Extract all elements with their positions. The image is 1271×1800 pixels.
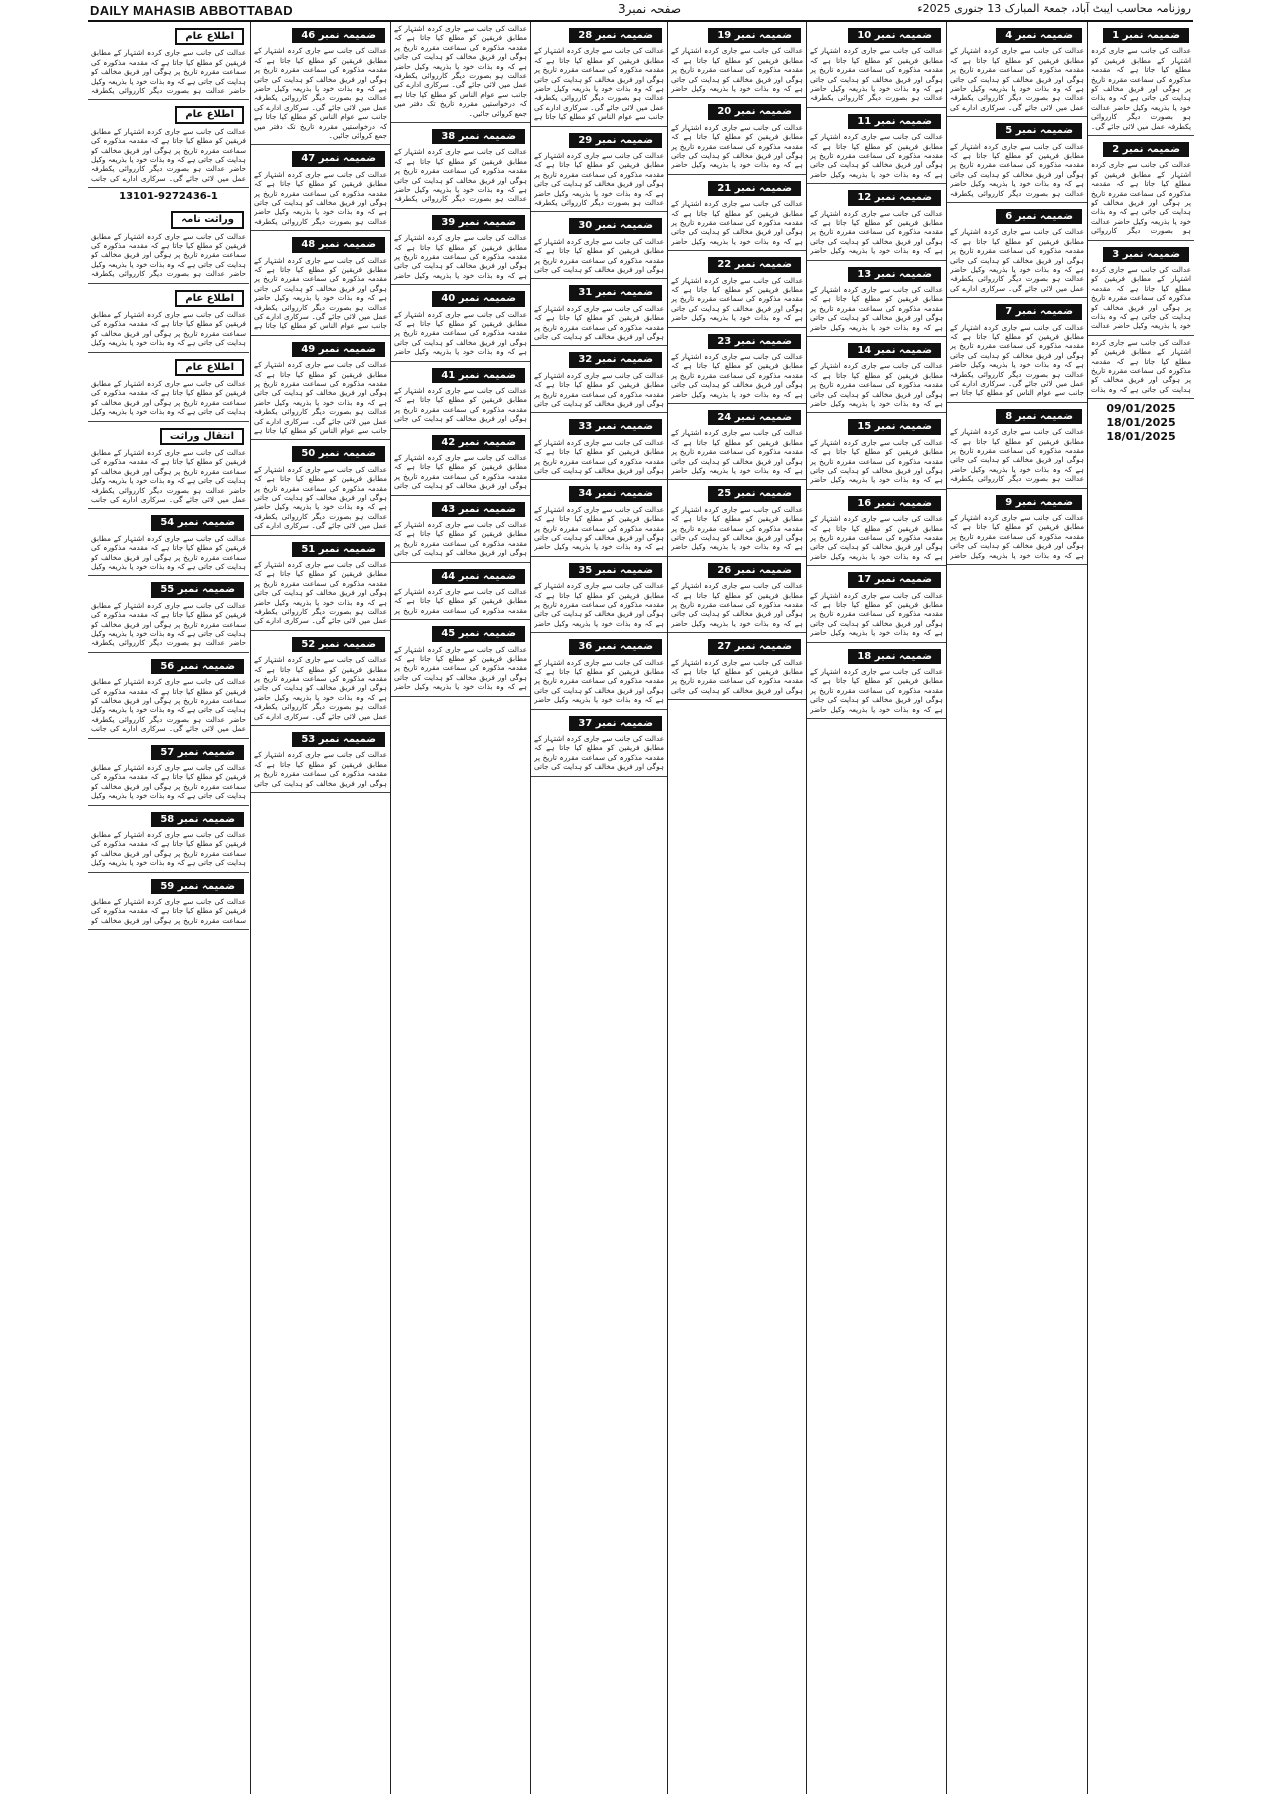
notice-header: ضمیمہ نمبر 56 <box>151 659 244 674</box>
legal-notice <box>391 362 530 429</box>
notice-header: اطلاع عام <box>175 28 244 45</box>
notice-body: عدالت کی جانب سے جاری کردہ اشتہار کے مطابق فریقین کو مطلع کیا جاتا ہے کہ مقدمہ مذکورہ کی سماعت مقررہ تاریخ پر ہوگی اور فریق مخالف کو ہدایت کی جاتی ہے کہ وہ بذات خود یا بذریعہ وکیل <box>91 379 246 417</box>
legal-notice <box>807 643 946 719</box>
notice-body: عدالت کی جانب سے جاری کردہ اشتہار کے مطابق فریقین کو مطلع کیا جاتا ہے کہ مقدمہ مذکورہ کی سماعت مقررہ تاریخ پر ہوگی اور فریق مخالف کو ہدایت کی جاتی <box>534 734 664 772</box>
notice-body: عدالت کی جانب سے جاری کردہ اشتہار کے مطابق فریقین کو مطلع کیا جاتا ہے کہ مقدمہ مذکورہ کی سماعت مقررہ تاریخ پر ہوگی اور فریق مخالف کو ہدایت کی جاتی ہے کہ وہ بذات خود یا بذریعہ وکیل حاضر عدالت ہو بصورت دیگر کارروائی یکطرفہ عمل میں لائی جائے گی۔ سرکاری ادارے کی <box>254 655 387 721</box>
legal-notice <box>531 557 667 633</box>
notice-body: عدالت کی جانب سے جاری کردہ اشتہار کے مطابق فریقین کو مطلع کیا جاتا ہے کہ مقدمہ مذکورہ کی سماعت مقررہ تاریخ پر ہوگی اور فریق مخالف کو ہدایت کی جاتی <box>534 236 664 275</box>
notice-header: وراثت نامہ <box>171 211 244 228</box>
legal-notice <box>668 98 806 174</box>
notice-header: ضمیمہ نمبر 42 <box>432 435 525 450</box>
column-5 <box>530 22 667 1794</box>
legal-notice <box>947 298 1087 403</box>
legal-notice <box>807 337 946 413</box>
notice-header: ضمیمہ نمبر 9 <box>996 495 1082 510</box>
notice-body: عدالت کی جانب سے جاری کردہ اشتہار کے مطابق فریقین کو مطلع کیا جاتا ہے کہ مقدمہ مذکورہ کی سماعت مقررہ تاریخ پر ہوگی اور فریق مخالف کو ہدایت کی جاتی <box>254 750 387 788</box>
date-text: 09/01/2025 <box>1106 402 1176 416</box>
legal-notice <box>88 205 249 283</box>
notice-body: عدالت کی جانب سے جاری کردہ اشتہار کے مطابق فریقین کو مطلع کیا جاتا ہے کہ مقدمہ مذکورہ کی سماعت مقررہ تاریخ پر ہوگی اور فریق مخالف کو ہدایت کی جاتی ہے کہ وہ بذات خود یا بذریعہ وکیل حاضر <box>671 199 803 246</box>
legal-notice <box>807 184 946 260</box>
notice-body: عدالت کی جانب سے جاری کردہ اشتہار کے مطابق فریقین کو مطلع کیا جاتا ہے کہ مقدمہ مذکورہ کی سماعت مقررہ تاریخ پر ہوگی اور فریق مخالف کو ہدایت کی جاتی ہے کہ وہ بذات خود یا بذریعہ وکیل حاضر عدالت ہو بصورت دیگر کارروائی یکطرفہ <box>810 46 943 103</box>
notice-body: عدالت کی جانب سے جاری کردہ اشتہار کے مطابق فریقین کو مطلع کیا جاتا ہے کہ مقدمہ مذکورہ کی سماعت مقررہ تاریخ پر ہوگی اور فریق مخالف کو ہدایت کی جاتی ہے کہ وہ بذات خود یا بذریعہ وکیل حاضر عدالت ہو بصورت دیگر کارروائی یکطرفہ عمل میں لائی جائے گی۔ سرکاری ادارے کی جانب <box>91 677 246 734</box>
legal-notice <box>88 576 249 652</box>
notice-header: ضمیمہ نمبر 31 <box>569 285 662 300</box>
notice-body: عدالت کی جانب سے جاری کردہ اشتہار کے مطابق فریقین کو مطلع کیا جاتا ہے کہ مقدمہ مذکورہ کی سماعت مقررہ تاریخ پر ہوگی اور فریق مخالف کو ہدایت کی جاتی ہے کہ وہ بذات خود یا بذریعہ وکیل حاضر عدالت ہو بصورت دیگر کارروائی یکطرفہ <box>950 141 1084 198</box>
notice-header: ضمیمہ نمبر 35 <box>569 563 662 578</box>
notice-header: ضمیمہ نمبر 54 <box>151 515 244 530</box>
page-number: صفحہ نمبر3 <box>618 2 682 16</box>
legal-notice <box>531 127 667 213</box>
notice-body: عدالت کی جانب سے جاری کردہ اشتہار کے مطابق فریقین کو مطلع کیا جاتا ہے کہ مقدمہ مذکورہ کی سماعت مقررہ تاریخ پر ہوگی اور فریق مخالف کو ہدایت کی جاتی ہے کہ وہ بذات خود یا بذریعہ وکیل حاضر عدالت ہو بصورت دیگر کارروائی یکطرفہ عمل میں لائی جائے گی۔ <box>1091 46 1191 131</box>
notice-header: ضمیمہ نمبر 57 <box>151 745 244 760</box>
legal-notice <box>88 873 249 931</box>
legal-notice <box>88 353 249 422</box>
notice-body: عدالت کی جانب سے جاری کردہ اشتہار کے مطابق فریقین کو مطلع کیا جاتا ہے کہ مقدمہ مذکورہ کی سماعت مقررہ تاریخ پر ہوگی اور فریق مخالف کو ہدایت کی جاتی ہے کہ وہ بذات خود یا بذریعہ وکیل حاضر <box>671 275 803 323</box>
notice-body: عدالت کی جانب سے جاری کردہ اشتہار کے مطابق فریقین کو مطلع کیا جاتا ہے کہ مقدمہ مذکورہ کی سماعت مقررہ تاریخ پر ہوگی اور فریق مخالف کو ہدایت کی جاتی ہے کہ وہ بذات خود یا بذریعہ وکیل حاضر <box>394 644 527 692</box>
notice-header: ضمیمہ نمبر 41 <box>432 368 525 383</box>
legal-notice <box>88 653 249 739</box>
notice-body: عدالت کی جانب سے جاری کردہ اشتہار کے مطابق فریقین کو مطلع کیا جاتا ہے کہ مقدمہ مذکورہ کی سماعت مقررہ تاریخ پر ہوگی اور فریق مخالف کو ہدایت کی جاتی ہے کہ وہ بذات خود یا بذریعہ وکیل حاضر <box>810 361 943 409</box>
legal-notice <box>391 22 530 123</box>
notice-header: ضمیمہ نمبر 51 <box>292 542 385 557</box>
masthead <box>88 2 1193 22</box>
notice-header: ضمیمہ نمبر 3 <box>1103 247 1189 262</box>
notice-body: عدالت کی جانب سے جاری کردہ اشتہار کے مطابق فریقین کو مطلع کیا جاتا ہے کہ مقدمہ مذکورہ کی سماعت مقررہ تاریخ پر ہوگی اور فریق مخالف کو ہدایت کی جاتی ہے کہ وہ بذات خود یا بذریعہ وکیل حاضر عدالت ہو بصورت دیگر کارروائی یکطرفہ <box>950 427 1084 484</box>
notice-header: ضمیمہ نمبر 34 <box>569 486 662 501</box>
legal-notice <box>391 285 530 361</box>
notice-body: عدالت کی جانب سے جاری کردہ اشتہار کے مطابق فریقین کو مطلع کیا جاتا ہے کہ مقدمہ مذکورہ کی سماعت مقررہ تاریخ پر ہوگی اور فریق مخالف کو ہدایت کی جاتی ہے کہ وہ بذات خود یا بذریعہ وکیل حاضر <box>394 233 527 280</box>
legal-notice <box>391 496 530 563</box>
legal-notice <box>668 404 806 480</box>
notice-body: عدالت کی جانب سے جاری کردہ اشتہار کے مطابق فریقین کو مطلع کیا جاتا ہے کہ مقدمہ مذکورہ کی سماعت مقررہ تاریخ پر ہوگی اور فریق مخالف کو ہدایت کی جاتی ہے کہ وہ بذات خود یا بذریعہ وکیل حاضر <box>810 590 943 638</box>
notice-header: ضمیمہ نمبر 19 <box>708 28 801 43</box>
notice-header: ضمیمہ نمبر 52 <box>292 637 385 652</box>
notice-header: ضمیمہ نمبر 48 <box>292 237 385 252</box>
legal-notice <box>391 209 530 285</box>
column-3 <box>806 22 946 1794</box>
legal-notice <box>947 403 1087 489</box>
notice-body: عدالت کی جانب سے جاری کردہ اشتہار کے مطابق فریقین کو مطلع کیا جاتا ہے کہ مقدمہ مذکورہ کی سماعت مقررہ تاریخ پر ہوگی اور فریق مخالف کو ہدایت کی جاتی ہے کہ وہ بذات خود یا بذریعہ وکیل حاضر عدالت ہو بصورت دیگر کارروائی یکطرفہ <box>91 600 246 648</box>
legal-notice <box>251 440 390 535</box>
notice-body: عدالت کی جانب سے جاری کردہ اشتہار کے مطابق فریقین کو مطلع کیا جاتا ہے کہ مقدمہ مذکورہ کی سماعت مقررہ تاریخ پر ہوگی اور فریق مخالف کو ہدایت کی جاتی ہے کہ وہ بذات خود یا بذریعہ وکیل حاضر <box>534 657 664 705</box>
notice-body: عدالت کی جانب سے جاری کردہ اشتہار کے مطابق فریقین کو مطلع کیا جاتا ہے کہ مقدمہ مذکورہ کی سماعت مقررہ تاریخ پر ہوگی اور فریق مخالف کو ہدایت کی جاتی ہے کہ وہ بذات خود یا بذریعہ وکیل حاضر عدالت ہو بصورت دیگر کارروائی یکطرفہ عمل میں لائی جائے گی۔ سرکاری ادارے کی جانب سے عوام الناس کو مطلع کیا جاتا ہے <box>534 46 664 122</box>
notice-header: ضمیمہ نمبر 10 <box>848 28 941 43</box>
notice-header: ضمیمہ نمبر 8 <box>996 409 1082 424</box>
notice-body: عدالت کی جانب سے جاری کردہ اشتہار کے مطابق فریقین کو مطلع کیا جاتا ہے کہ مقدمہ مذکورہ کی سماعت مقررہ تاریخ پر ہوگی اور فریق مخالف کو ہدایت کی جاتی ہے کہ وہ بذات خود یا بذریعہ وکیل حاضر عدالت ہو بصورت دیگر کارروائی یکطرفہ عمل میں لائی جائے گی۔ سرکاری ادارے کی جانب <box>91 448 246 505</box>
legal-notice <box>807 566 946 642</box>
notice-header: ضمیمہ نمبر 55 <box>151 582 244 597</box>
notice-header: اطلاع عام <box>175 106 244 123</box>
masthead-title: DAILY MAHASIB ABBOTTABAD <box>90 3 293 18</box>
legal-notice <box>807 22 946 108</box>
legal-notice <box>88 806 249 873</box>
notice-body: عدالت کی جانب سے جاری کردہ اشتہار کے مطابق فریقین کو مطلع کیا جاتا ہے کہ مقدمہ مذکورہ کی سماعت مقررہ تاریخ پر ہوگی اور فریق مخالف کو ہدایت کی جاتی ہے کہ وہ بذات خود یا بذریعہ وکیل حاضر عدالت ہو بصورت دیگر کارروائی یکطرفہ عمل میں لائی جائے گی۔ سرکاری ادارے کی جانب سے عوام الناس کو مطلع کیا جاتا ہے <box>950 322 1084 398</box>
legal-notice <box>531 633 667 709</box>
notice-body: عدالت کی جانب سے جاری کردہ اشتہار کے مطابق فریقین کو مطلع کیا جاتا ہے کہ مقدمہ مذکورہ کی سماعت مقررہ تاریخ پر ہوگی اور فریق مخالف کو ہدایت کی جاتی <box>671 657 803 695</box>
notice-header: ضمیمہ نمبر 2 <box>1103 142 1189 157</box>
notice-body: عدالت کی جانب سے جاری کردہ اشتہار کے مطابق فریقین کو مطلع کیا جاتا ہے کہ مقدمہ مذکورہ کی سماعت مقررہ تاریخ پر ہوگی اور فریق مخالف کو ہدایت کی جاتی <box>394 386 527 424</box>
notice-body: عدالت کی جانب سے جاری کردہ اشتہار کے مطابق فریقین کو مطلع کیا جاتا ہے کہ مقدمہ مذکورہ کی سماعت مقررہ تاریخ پر ہوگی اور فریق مخالف کو ہدایت کی جاتی ہے کہ وہ بذات خود یا بذریعہ وکیل حاضر <box>671 504 803 552</box>
notice-body: عدالت کی جانب سے جاری کردہ اشتہار کے مطابق فریقین کو مطلع کیا جاتا ہے کہ مقدمہ مذکورہ کی سماعت مقررہ تاریخ پر ہوگی اور فریق مخالف کو ہدایت کی جاتی ہے کہ وہ بذات خود یا بذریعہ وکیل حاضر <box>810 285 943 332</box>
notice-header: ضمیمہ نمبر 44 <box>432 569 525 584</box>
notice-header: ضمیمہ نمبر 1 <box>1103 28 1189 43</box>
legal-notice <box>947 489 1087 565</box>
notice-header: ضمیمہ نمبر 50 <box>292 446 385 461</box>
notice-header: ضمیمہ نمبر 12 <box>848 190 941 205</box>
notice-body: عدالت کی جانب سے جاری کردہ اشتہار کے مطابق فریقین کو مطلع کیا جاتا ہے کہ مقدمہ مذکورہ کی سماعت مقررہ تاریخ پر ہوگی اور فریق مخالف کو ہدایت کی جاتی ہے کہ وہ بذات خود یا بذریعہ وکیل حاضر عدالت ہو بصورت دیگر کارروائی یکطرفہ عمل میں لائی جائے گی۔ سرکاری ادارے کی جانب سے عوام الناس کو مطلع کیا جاتا ہے کہ درخواستیں مقررہ تاریخ تک دفتر میں جمع کروائی جائیں۔ <box>394 24 527 118</box>
legal-notice <box>251 536 390 631</box>
notice-header: ضمیمہ نمبر 22 <box>708 257 801 272</box>
notice-body: عدالت کی جانب سے جاری کردہ اشتہار کے مطابق فریقین کو مطلع کیا جاتا ہے کہ مقدمہ مذکورہ کی سماعت مقررہ تاریخ پر ہوگی اور فریق مخالف کو ہدایت کی جاتی <box>394 453 527 491</box>
notice-body: عدالت کی جانب سے جاری کردہ اشتہار کے مطابق فریقین کو مطلع کیا جاتا ہے کہ مقدمہ مذکورہ کی سماعت مقررہ تاریخ پر ہوگی اور فریق مخالف کو ہدایت کی جاتی ہے کہ وہ بذات خود یا بذریعہ وکیل حاضر عدالت ہو بصورت دیگر کارروائی یکطرفہ عمل میں لائی جائے گی۔ سرکاری ادارے کی <box>254 560 387 626</box>
legal-notice <box>807 490 946 566</box>
legal-notice <box>391 429 530 496</box>
notice-header: ضمیمہ نمبر 17 <box>848 572 941 587</box>
legal-notice <box>531 480 667 556</box>
legal-notice <box>391 620 530 696</box>
notice-body: عدالت کی جانب سے جاری کردہ اشتہار کے مطابق فریقین کو مطلع کیا جاتا ہے کہ مقدمہ مذکورہ کی سماعت مقررہ تاریخ پر ہوگی اور فریق مخالف کو ہدایت کی جاتی <box>534 303 664 342</box>
notice-body: عدالت کی جانب سے جاری کردہ اشتہار کے مطابق فریقین کو مطلع کیا جاتا ہے کہ مقدمہ مذکورہ کی سماعت مقررہ تاریخ پر ہوگی اور فریق مخالف کو ہدایت کی جاتی ہے کہ وہ بذات خود یا بذریعہ وکیل حاضر <box>671 122 803 170</box>
notice-body: عدالت کی جانب سے جاری کردہ اشتہار کے مطابق فریقین کو مطلع کیا جاتا ہے کہ مقدمہ مذکورہ کی سماعت مقررہ تاریخ پر ہوگی اور فریق مخالف کو ہدایت کی جاتی ہے کہ وہ بذات خود یا بذریعہ وکیل حاضر عدالت ہو بصورت دیگر کارروائی یکطرفہ عمل میں لائی جائے گی۔ سرکاری ادارے کی جانب سے عوام الناس کو مطلع کیا جاتا ہے <box>254 360 387 436</box>
notice-header: ضمیمہ نمبر 7 <box>996 304 1082 319</box>
notice-header: ضمیمہ نمبر 47 <box>292 151 385 166</box>
notice-header: ضمیمہ نمبر 18 <box>848 649 941 664</box>
notice-header: ضمیمہ نمبر 21 <box>708 181 801 196</box>
notice-body: عدالت کی جانب سے جاری کردہ اشتہار کے مطابق فریقین کو مطلع کیا جاتا ہے کہ مقدمہ مذکورہ کی سماعت مقررہ تاریخ پر ہوگی اور فریق مخالف کو ہدایت کی جاتی ہے کہ وہ بذات خود یا بذریعہ وکیل حاضر عدالت ہو بصورت دیگر کارروائی <box>1091 160 1191 236</box>
legal-notice <box>88 509 249 576</box>
column-8 <box>88 22 249 1794</box>
legal-notice <box>668 251 806 327</box>
notice-body: عدالت کی جانب سے جاری کردہ اشتہار کے مطابق فریقین کو مطلع کیا جاتا ہے کہ مقدمہ مذکورہ کی سماعت مقررہ تاریخ پر ہوگی اور فریق مخالف کو ہدایت کی جاتی ہے کہ وہ بذات خود یا بذریعہ وکیل <box>91 533 246 572</box>
notice-header: انتقال وراثت <box>160 428 244 445</box>
legal-notice <box>668 633 806 700</box>
notice-body: عدالت کی جانب سے جاری کردہ اشتہار کے مطابق فریقین کو مطلع کیا جاتا ہے کہ مقدمہ مذکورہ کی سماعت مقررہ تاریخ پر ہوگی اور فریق مخالف کو ہدایت کی جاتی <box>394 520 527 558</box>
notice-body: عدالت کی جانب سے جاری کردہ اشتہار کے مطابق فریقین کو مطلع کیا جاتا ہے کہ مقدمہ مذکورہ کی سماعت مقررہ تاریخ پر ہوگی اور فریق مخالف کو ہدایت کی جاتی ہے کہ وہ بذات خود یا بذریعہ وکیل حاضر <box>394 309 527 357</box>
notice-body: عدالت کی جانب سے جاری کردہ اشتہار کے مطابق فریقین کو مطلع کیا جاتا ہے کہ مقدمہ مذکورہ کی سماعت مقررہ تاریخ پر ہوگی اور فریق مخالف کو ہدایت کی جاتی ہے کہ وہ بذات خود یا بذریعہ وکیل حاضر عدالت ہو بصورت دیگر کارروائی یکطرفہ <box>394 147 527 204</box>
legal-notice <box>947 203 1087 298</box>
notice-header: ضمیمہ نمبر 39 <box>432 215 525 230</box>
legal-notice <box>531 413 667 480</box>
notice-body: عدالت کی جانب سے جاری کردہ اشتہار کے مطابق فریقین کو مطلع کیا جاتا ہے کہ مقدمہ مذکورہ کی سماعت مقررہ تاریخ پر ہوگی اور فریق مخالف کو ہدایت کی جاتی ہے کہ وہ بذات خود یا بذریعہ وکیل حاضر عدالت ہو بصورت دیگر کارروائی یکطرفہ عمل میں لائی جائے گی۔ سرکاری ادارے کی جانب سے عوام الناس کو مطلع کیا جاتا ہے <box>254 255 387 331</box>
notice-header: ضمیمہ نمبر 38 <box>432 129 525 144</box>
notice-body: عدالت کی جانب سے جاری کردہ اشتہار کے مطابق فریقین کو مطلع کیا جاتا ہے کہ مقدمہ مذکورہ کی سماعت مقررہ تاریخ پر ہوگی اور فریق مخالف کو ہدایت کی جاتی ہے کہ وہ بذات خود یا بذریعہ وکیل حاضر عدالت <box>1091 265 1191 331</box>
legal-notice <box>531 22 667 127</box>
notice-body: عدالت کی جانب سے جاری کردہ اشتہار کے مطابق فریقین کو مطلع کیا جاتا ہے کہ مقدمہ مذکورہ کی سماعت مقررہ تاریخ پر ہوگی اور فریق مخالف کو ہدایت کی جاتی ہے کہ وہ بذات خود یا بذریعہ وکیل حاضر <box>810 208 943 256</box>
notice-header: ضمیمہ نمبر 16 <box>848 496 941 511</box>
legal-notice <box>668 22 806 98</box>
legal-notice <box>88 284 249 353</box>
notice-body: عدالت کی جانب سے جاری کردہ اشتہار کے مطابق فریقین کو مطلع کیا جاتا ہے کہ مقدمہ مذکورہ کی سماعت مقررہ تاریخ پر ہوگی اور فریق مخالف کو ہدایت کی جاتی ہے کہ وہ بذات خود یا بذریعہ وکیل <box>91 763 246 801</box>
legal-notice <box>251 231 390 336</box>
notice-header: ضمیمہ نمبر 27 <box>708 639 801 654</box>
notice-body: عدالت کی جانب سے جاری کردہ اشتہار کے مطابق فریقین کو مطلع کیا جاتا ہے کہ مقدمہ مذکورہ کی سماعت مقررہ تاریخ پر ہوگی اور فریق مخالف کو ہدایت کی جاتی ہے کہ وہ بذات خود یا بذریعہ وکیل حاضر <box>810 132 943 179</box>
legal-notice <box>251 336 390 441</box>
date-text: 18/01/2025 <box>1106 430 1176 444</box>
notice-header: ضمیمہ نمبر 5 <box>996 123 1082 138</box>
notice-header: ضمیمہ نمبر 25 <box>708 486 801 501</box>
notice-header: ضمیمہ نمبر 13 <box>848 267 941 282</box>
column-7 <box>250 22 390 1794</box>
notice-body: عدالت کی جانب سے جاری کردہ اشتہار کے مطابق فریقین کو مطلع کیا جاتا ہے کہ مقدمہ مذکورہ کی سماعت مقررہ تاریخ پر ہوگی اور فریق مخالف کو ہدایت کی جاتی ہے کہ وہ بذات خود یا بذریعہ وکیل حاضر عدالت ہو بصورت دیگر کارروائی یکطرفہ <box>91 48 246 96</box>
cnic-number: 13101-9272436-1 <box>119 191 218 203</box>
notice-header: ضمیمہ نمبر 6 <box>996 209 1082 224</box>
notice-body: عدالت کی جانب سے جاری کردہ اشتہار کے مطابق فریقین کو مطلع کیا جاتا ہے کہ مقدمہ مذکورہ کی سماعت مقررہ تاریخ پر ہوگی اور فریق مخالف کو ہدایت کی جاتی ہے کہ وہ بذات خود یا بذریعہ وکیل حاضر <box>810 514 943 561</box>
legal-notice <box>531 279 667 346</box>
legal-notice <box>88 739 249 806</box>
notice-body: عدالت کی جانب سے جاری کردہ اشتہار کے مطابق فریقین کو مطلع کیا جاتا ہے کہ مقدمہ مذکورہ کی سماعت مقررہ تاریخ پر ہوگی اور فریق مخالف کو ہدایت کی جاتی ہے کہ وہ بذات خود یا بذریعہ وکیل حاضر <box>950 513 1084 560</box>
notice-header: ضمیمہ نمبر 59 <box>151 879 244 894</box>
legal-notice <box>668 328 806 404</box>
notice-header: ضمیمہ نمبر 49 <box>292 342 385 357</box>
legal-notice <box>947 117 1087 203</box>
notice-body: عدالت کی جانب سے جاری کردہ اشتہار کے مطابق فریقین کو مطلع کیا جاتا ہے کہ مقدمہ مذکورہ کی سماعت مقررہ تاریخ پر ہوگی اور فریق مخالف کو ہدایت کی جاتی ہے کہ وہ بذات خود یا بذریعہ وکیل حاضر عدالت ہو بصورت دیگر کارروائی یکطرفہ عمل میں لائی جائے گی۔ سرکاری ادارے کی <box>950 227 1084 293</box>
legal-notice <box>1088 336 1194 399</box>
notice-body: عدالت کی جانب سے جاری کردہ اشتہار کے مطابق فریقین کو مطلع کیا جاتا ہے کہ مقدمہ مذکورہ کی سماعت مقررہ تاریخ پر ہوگی اور فریق مخالف کو ہدایت کی جاتی ہے کہ وہ بذات خود یا بذریعہ وکیل حاضر <box>671 581 803 628</box>
legal-notice <box>947 22 1087 117</box>
notice-header: ضمیمہ نمبر 26 <box>708 563 801 578</box>
notice-header: ضمیمہ نمبر 30 <box>569 218 662 233</box>
notice-header: ضمیمہ نمبر 53 <box>292 732 385 747</box>
legal-notice <box>807 261 946 337</box>
legal-notice <box>1088 22 1194 136</box>
column-2 <box>946 22 1087 1794</box>
notice-body: عدالت کی جانب سے جاری کردہ اشتہار کے مطابق فریقین کو مطلع کیا جاتا ہے کہ مقدمہ مذکورہ کی سماعت مقررہ تاریخ پر ہوگی اور فریق مخالف کو ہدایت کی جاتی ہے کہ وہ بذات خود یا بذریعہ وکیل حاضر <box>810 437 943 485</box>
notice-body: عدالت کی جانب سے جاری کردہ اشتہار کے مطابق فریقین کو مطلع کیا جاتا ہے کہ مقدمہ مذکورہ کی سماعت مقررہ تاریخ پر ہوگی اور فریق مخالف کو ہدایت کی جاتی ہے کہ وہ بذات خود یا بذریعہ وکیل حاضر عدالت ہو بصورت دیگر کارروائی یکطرفہ <box>254 169 387 226</box>
notice-header: اطلاع عام <box>175 359 244 376</box>
notice-header: ضمیمہ نمبر 11 <box>848 114 941 129</box>
notice-body: عدالت کی جانب سے جاری کردہ اشتہار کے مطابق فریقین کو مطلع کیا جاتا ہے کہ مقدمہ مذکورہ کی سماعت مقررہ تاریخ پر ہوگی اور فریق مخالف کو ہدایت کی جاتی ہے کہ وہ بذات خود یا بذریعہ وکیل حاضر عدالت ہو بصورت دیگر کارروائی یکطرفہ <box>534 151 664 208</box>
legal-notice <box>88 100 249 188</box>
notice-header: ضمیمہ نمبر 29 <box>569 133 662 148</box>
notice-body: عدالت کی جانب سے جاری کردہ اشتہار کے مطابق فریقین کو مطلع کیا جاتا ہے کہ مقدمہ مذکورہ کی سماعت مقررہ تاریخ پر ہوگی اور فریق مخالف کو ہدایت کی جاتی ہے کہ وہ بذات خود یا بذریعہ وکیل حاضر <box>671 46 803 94</box>
notice-body: عدالت کی جانب سے جاری کردہ اشتہار کے مطابق فریقین کو مطلع کیا جاتا ہے کہ مقدمہ مذکورہ کی سماعت مقررہ تاریخ پر ہوگی اور فریق مخالف کو ہدایت کی جاتی ہے کہ وہ بذات خود یا بذریعہ وکیل حاضر عدالت ہو بصورت دیگر کارروائی یکطرفہ عمل میں لائی جائے گی۔ سرکاری ادارے کی <box>254 464 387 531</box>
legal-notice <box>531 212 667 279</box>
notice-body: عدالت کی جانب سے جاری کردہ اشتہار کے مطابق فریقین کو مطلع کیا جاتا ہے کہ مقدمہ مذکورہ کی سماعت مقررہ تاریخ پر ہوگی اور فریق مخالف کو ہدایت کی جاتی ہے کہ وہ بذات خود یا بذریعہ وکیل حاضر <box>534 504 664 552</box>
date-text: 18/01/2025 <box>1106 416 1176 430</box>
notice-header: ضمیمہ نمبر 33 <box>569 419 662 434</box>
notice-header: ضمیمہ نمبر 43 <box>432 502 525 517</box>
legal-notice <box>668 557 806 633</box>
notice-header: ضمیمہ نمبر 37 <box>569 716 662 731</box>
notice-header: ضمیمہ نمبر 32 <box>569 352 662 367</box>
legal-notice <box>88 22 249 100</box>
notice-body: عدالت کی جانب سے جاری کردہ اشتہار کے مطابق فریقین کو مطلع کیا جاتا ہے کہ مقدمہ مذکورہ کی سماعت مقررہ تاریخ پر ہوگی اور فریق مخالف کو ہدایت کی جاتی ہے کہ وہ بذات خود یا بذریعہ وکیل حاضر عدالت ہو بصورت دیگر کارروائی یکطرفہ عمل میں لائی جائے گی۔ سرکاری ادارے کی جانب <box>91 126 246 183</box>
notice-body: عدالت کی جانب سے جاری کردہ اشتہار کے مطابق فریقین کو مطلع کیا جاتا ہے کہ مقدمہ مذکورہ کی سماعت مقررہ تاریخ پر <box>394 587 527 615</box>
legal-notice <box>391 563 530 621</box>
masthead-date: روزنامہ محاسب ایبٹ آباد، جمعۃ المبارک 13 جنوری 2025ء <box>917 2 1191 15</box>
legal-notice <box>531 346 667 413</box>
notice-body: عدالت کی جانب سے جاری کردہ اشتہار کے مطابق فریقین کو مطلع کیا جاتا ہے کہ مقدمہ مذکورہ کی سماعت مقررہ تاریخ پر ہوگی اور فریق مخالف کو ہدایت کی جاتی ہے کہ وہ بذات <box>1091 337 1191 394</box>
legal-notice <box>251 22 390 145</box>
notice-body: عدالت کی جانب سے جاری کردہ اشتہار کے مطابق فریقین کو مطلع کیا جاتا ہے کہ مقدمہ مذکورہ کی سماعت مقررہ تاریخ پر ہوگی اور فریق مخالف کو ہدایت کی جاتی ہے کہ وہ بذات خود یا بذریعہ وکیل حاضر عدالت ہو بصورت دیگر کارروائی یکطرفہ <box>91 231 246 279</box>
legal-notice <box>391 123 530 209</box>
notice-body: عدالت کی جانب سے جاری کردہ اشتہار کے مطابق فریقین کو مطلع کیا جاتا ہے کہ مقدمہ مذکورہ کی سماعت مقررہ تاریخ پر ہوگی اور فریق مخالف کو ہدایت کی جاتی ہے کہ وہ بذات خود یا بذریعہ وکیل <box>91 310 246 348</box>
notice-header: ضمیمہ نمبر 24 <box>708 410 801 425</box>
notice-header: ضمیمہ نمبر 40 <box>432 291 525 306</box>
notice-body: عدالت کی جانب سے جاری کردہ اشتہار کے مطابق فریقین کو مطلع کیا جاتا ہے کہ مقدمہ مذکورہ کی سماعت مقررہ تاریخ پر ہوگی اور فریق مخالف کو ہدایت کی جاتی ہے کہ وہ بذات خود یا بذریعہ وکیل حاضر <box>671 352 803 399</box>
notice-header: ضمیمہ نمبر 23 <box>708 334 801 349</box>
legal-notice <box>668 480 806 556</box>
notice-body: عدالت کی جانب سے جاری کردہ اشتہار کے مطابق فریقین کو مطلع کیا جاتا ہے کہ مقدمہ مذکورہ کی سماعت مقررہ تاریخ پر ہوگی اور فریق مخالف کو ہدایت کی جاتی <box>534 437 664 476</box>
notice-header: ضمیمہ نمبر 28 <box>569 28 662 43</box>
notice-header: ضمیمہ نمبر 58 <box>151 812 244 827</box>
hearing-dates <box>1088 402 1194 444</box>
notice-body: عدالت کی جانب سے جاری کردہ اشتہار کے مطابق فریقین کو مطلع کیا جاتا ہے کہ مقدمہ مذکورہ کی سماعت مقررہ تاریخ پر ہوگی اور فریق مخالف کو ہدایت کی جاتی ہے کہ وہ بذات خود یا بذریعہ وکیل حاضر <box>534 581 664 628</box>
legal-notice <box>531 710 667 777</box>
notice-body: عدالت کی جانب سے جاری کردہ اشتہار کے مطابق فریقین کو مطلع کیا جاتا ہے کہ مقدمہ مذکورہ کی سماعت مقررہ تاریخ پر ہوگی اور فریق مخالف کو ہدایت کی جاتی ہے کہ وہ بذات خود یا بذریعہ وکیل <box>91 830 246 868</box>
legal-notice <box>251 631 390 726</box>
legal-notice <box>1088 241 1194 336</box>
legal-notice <box>807 108 946 184</box>
notice-body: عدالت کی جانب سے جاری کردہ اشتہار کے مطابق فریقین کو مطلع کیا جاتا ہے کہ مقدمہ مذکورہ کی سماعت مقررہ تاریخ پر ہوگی اور فریق مخالف کو ہدایت کی جاتی ہے کہ وہ بذات خود یا بذریعہ وکیل حاضر <box>671 428 803 476</box>
notice-body: عدالت کی جانب سے جاری کردہ اشتہار کے مطابق فریقین کو مطلع کیا جاتا ہے کہ مقدمہ مذکورہ کی سماعت مقررہ تاریخ پر ہوگی اور فریق مخالف کو ہدایت کی جاتی ہے کہ وہ بذات خود یا بذریعہ وکیل حاضر عدالت ہو بصورت دیگر کارروائی یکطرفہ عمل میں لائی جائے گی۔ سرکاری ادارے کی جانب سے عوام الناس کو مطلع کیا جاتا ہے کہ درخواستیں مقررہ تاریخ تک دفتر میں جمع کروائی جائیں۔ <box>254 46 387 141</box>
legal-notice <box>88 422 249 510</box>
legal-notice <box>1088 136 1194 241</box>
column-4 <box>667 22 806 1794</box>
notice-body: عدالت کی جانب سے جاری کردہ اشتہار کے مطابق فریقین کو مطلع کیا جاتا ہے کہ مقدمہ مذکورہ کی سماعت مقررہ تاریخ پر ہوگی اور فریق مخالف کو ہدایت کی جاتی ہے کہ وہ بذات خود یا بذریعہ وکیل حاضر عدالت ہو بصورت دیگر کارروائی یکطرفہ عمل میں لائی جائے گی۔ سرکاری ادارے کی <box>950 46 1084 112</box>
notice-header: ضمیمہ نمبر 20 <box>708 104 801 119</box>
notice-body: عدالت کی جانب سے جاری کردہ اشتہار کے مطابق فریقین کو مطلع کیا جاتا ہے کہ مقدمہ مذکورہ کی سماعت مقررہ تاریخ پر ہوگی اور فریق مخالف کو ہدایت کی جاتی <box>534 370 664 409</box>
notice-header: ضمیمہ نمبر 36 <box>569 639 662 654</box>
notice-body: عدالت کی جانب سے جاری کردہ اشتہار کے مطابق فریقین کو مطلع کیا جاتا ہے کہ مقدمہ مذکورہ کی سماعت مقررہ تاریخ پر ہوگی اور فریق مخالف کو <box>91 897 246 925</box>
legal-notice <box>668 175 806 251</box>
notice-header: اطلاع عام <box>175 290 244 307</box>
notice-header: ضمیمہ نمبر 45 <box>432 626 525 641</box>
notice-header: ضمیمہ نمبر 46 <box>292 28 385 43</box>
column-6 <box>390 22 530 1794</box>
legal-notice <box>807 413 946 489</box>
notice-header: ضمیمہ نمبر 4 <box>996 28 1082 43</box>
legal-notice <box>251 726 390 793</box>
notice-header: ضمیمہ نمبر 15 <box>848 419 941 434</box>
notice-header: ضمیمہ نمبر 14 <box>848 343 941 358</box>
legal-notice <box>251 145 390 231</box>
notice-body: عدالت کی جانب سے جاری کردہ اشتہار کے مطابق فریقین کو مطلع کیا جاتا ہے کہ مقدمہ مذکورہ کی سماعت مقررہ تاریخ پر ہوگی اور فریق مخالف کو ہدایت کی جاتی ہے کہ وہ بذات خود یا بذریعہ وکیل حاضر <box>810 667 943 714</box>
column-1 <box>1087 22 1194 1794</box>
